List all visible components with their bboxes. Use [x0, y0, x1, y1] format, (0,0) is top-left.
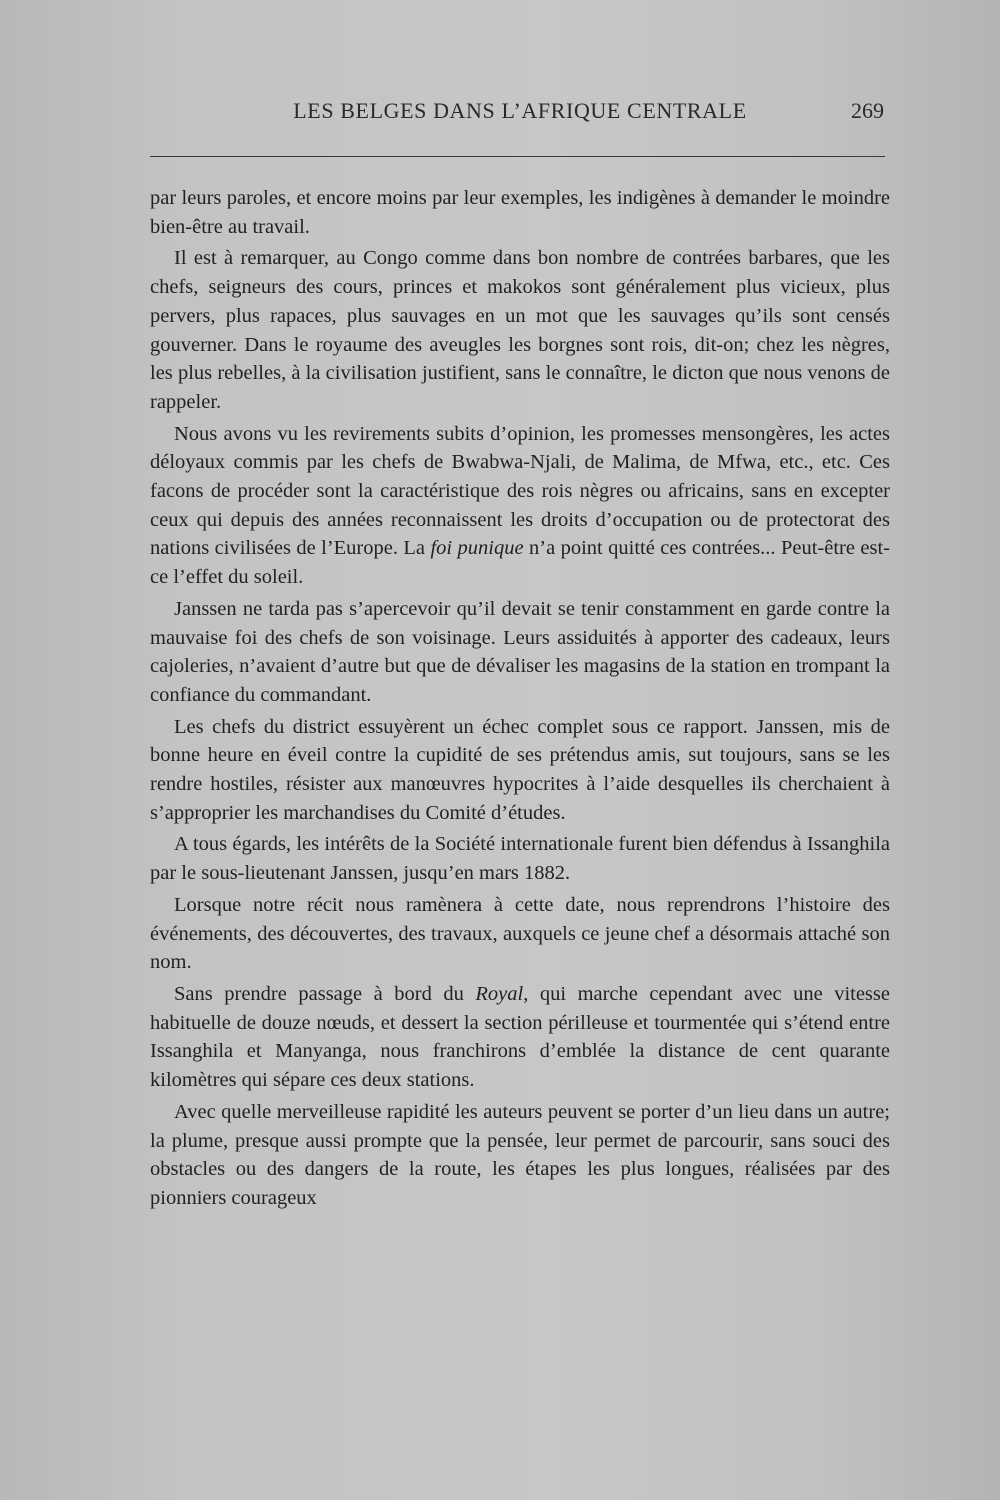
header-rule	[150, 156, 885, 157]
paragraph-1-text: par leurs paroles, et encore moins par leur exemples, les indigènes à demander le moindre bien-être au travail.	[150, 187, 890, 238]
paragraph-5-text: Les chefs du district essuyèrent un échec complet sous ce rapport. Janssen, mis de bonne heure en éveil contre la cupidité de ses prétendus amis, sut toujours, sans se les rendre hostiles, résister aux manœuvres hypocrites à l’aide desquelles ils cherchaient à s’approprier les marchandises du Comité d’études.	[150, 715, 890, 824]
paragraph-5	[150, 713, 890, 828]
paragraph-7	[150, 891, 890, 977]
paragraph-8-text-start: Sans prendre passage à bord du	[174, 982, 476, 1005]
paragraph-8	[150, 980, 890, 1095]
paragraph-8-italic-ship-name: Royal	[475, 982, 524, 1005]
body-text	[150, 184, 890, 1213]
paragraph-6	[150, 830, 890, 887]
paragraph-2-text: Il est à remarquer, au Congo comme dans bon nombre de contrées barbares, que les chefs, seigneurs des cours, princes et makokos sont généralement plus vicieux, plus pervers, plus rapaces, plus sauvages en un mot que les sauvages qu’ils sont censés gouverner. Dans le royaume des aveugles les borgnes sont rois, dit-on; chez les nègres, les plus rebelles, à la civilisation justifient, sans le connaître, le dicton que nous venons de rappeler.	[150, 247, 890, 413]
paragraph-3-italic-phrase: foi punique	[430, 537, 524, 560]
page-number: 269	[851, 98, 884, 123]
paragraph-9	[150, 1098, 890, 1213]
paragraph-3-text-start: Nous avons vu les revirements subits d’opinion, les promesses mensongères, les actes déloyaux commis par les chefs de Bwabwa-Njali, de Malima, de Mfwa, etc., etc. Ces facons de procéder sont la caractéristique des rois nègres ou africains, sans en excepter ceux qui depuis des années reconnaissent les droits d’occupation ou de protectorat des nations civilisées de l’Europe. La	[150, 422, 890, 560]
paragraph-3	[150, 420, 890, 592]
running-title: LES BELGES DANS L’AFRIQUE CENTRALE	[293, 98, 747, 123]
paragraph-8-text-end: , qui marche cependant avec une vitesse habituelle de douze nœuds, et dessert la section périlleuse et tourmentée qui s’étend entre Issanghila et Manyanga, nous franchirons d’emblée la distance de cent quarante kilomètres qui sépare ces deux stations.	[150, 982, 890, 1092]
paragraph-1	[150, 184, 890, 241]
paragraph-4-text: Janssen ne tarda pas s’apercevoir qu’il devait se tenir constamment en garde contre la mauvaise foi des chefs de son voisinage. Leurs assiduités à apporter des cadeaux, leurs cajoleries, n’avaient d’autre but que de dévaliser les magasins de la station en trompant la confiance du commandant.	[150, 597, 890, 706]
paragraph-3-text-end: n’a point quitté ces contrées... Peut-être est-ce l’effet du soleil.	[150, 537, 890, 589]
paragraph-4	[150, 595, 890, 710]
paragraph-7-text: Lorsque notre récit nous ramènera à cette date, nous reprendrons l’histoire des événements, des découvertes, des travaux, auxquels ce jeune chef a désormais attaché son nom.	[150, 893, 890, 974]
paragraph-6-text: A tous égards, les intérêts de la Société internationale furent bien défendus à Issanghila par le sous-lieutenant Janssen, jusqu’en mars 1882.	[150, 833, 890, 885]
paragraph-9-text: Avec quelle merveilleuse rapidité les auteurs peuvent se porter d’un lieu dans un autre; la plume, presque aussi prompte que la pensée, leur permet de parcourir, sans souci des obstacles ou des dangers de la route, les étapes les plus longues, réalisées par des pionniers courageux	[150, 1100, 890, 1209]
paragraph-2	[150, 244, 890, 416]
running-head	[150, 98, 890, 134]
